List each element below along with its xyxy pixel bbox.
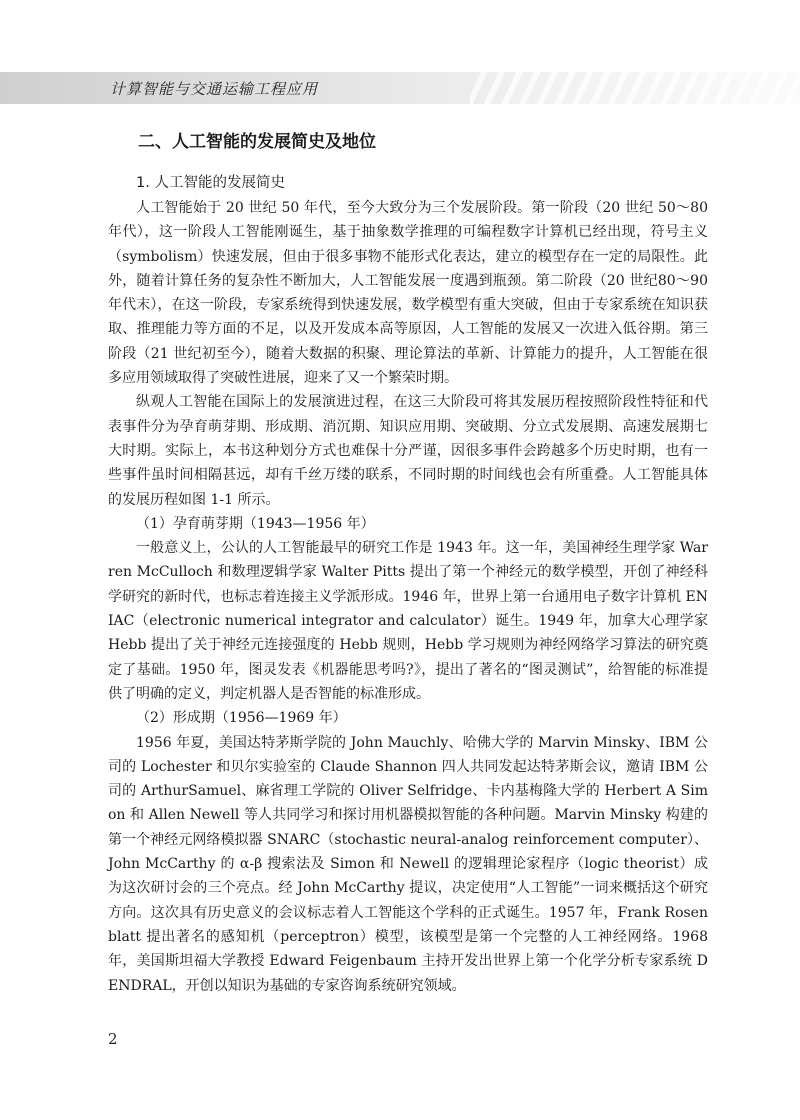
header-stripe-decoration [470, 72, 800, 104]
running-header-title: 计算智能与交通运输工程应用 [110, 80, 319, 98]
period-heading-gestation: （1）孕育萌芽期（1943—1956 年） [136, 515, 375, 532]
running-header [0, 72, 800, 104]
paragraph-gestation-period: 一般意义上，公认的人工智能最早的研究工作是 1943 年。这一年，美国神经生理学家 Warren McCulloch 和数理逻辑学家 Walter Pitts 提出了第一个神经元的数学模型，开创了神经科学研究的新时代，也标志着连接主义学派形成。1946 年，世界上第一台通用电子数字计算机 ENIAC（electronic numerical integrator and calculator）诞生。1949 年，加拿大心理学家 Hebb 提出了关于神经元连接强度的 Hebb 规则，Hebb 学习规则为神经网络学习算法的研究奠定了基础。1950 年，图灵发表《机器能思考吗?》，提出了著名的“图灵测试”，给智能的标准提供了明确的定义，判定机器人是否智能的标准形成。 [108, 540, 708, 702]
section-title: 二、人工智能的发展简史及地位 [138, 132, 376, 152]
subsection-title: 1. 人工智能的发展简史 [136, 175, 285, 191]
page-content [108, 126, 708, 998]
paragraph-formation-period: 1956 年夏，美国达特茅斯学院的 John Mauchly、哈佛大学的 Marvin Minsky、IBM 公司的 Lochester 和贝尔实验室的 Claude Shannon 四人共同发起达特茅斯会议，邀请 IBM 公司的 ArthurSamuel、麻省理工学院的 Oliver Selfridge、卡内基梅隆大学的 Herbert A Simon 和 Allen Newell 等人共同学习和探讨用机器模拟智能的各种问题。Marvin Minsky 构建的第一个神经元网络模拟器 SNARC（stochastic neural-analog reinforcement computer）、John McCarthy 的 α-β 搜索法及 Simon 和 Newell 的逻辑理论家程序（logic theorist）成为这次研讨会的三个亮点。经 John McCarthy 提议，决定使用“人工智能”一词来概括这个研究方向。这次具有历史意义的会议标志着人工智能这个学科的正式诞生。1957 年，Frank Rosenblatt 提出著名的感知机（perceptron）模型，该模型是第一个完整的人工神经网络。1968 年，美国斯坦福大学教授 Edward Feigenbaum 主持开发出世界上第一个化学分析专家系统 DENDRAL，开创以知识为基础的专家咨询系统研究领域。 [108, 734, 708, 994]
period-heading-formation: （2）形成期（1956—1969 年） [136, 710, 347, 727]
page-number: 2 [108, 1030, 118, 1048]
paragraph-development-stages: 人工智能始于 20 世纪 50 年代，至今大致分为三个发展阶段。第一阶段（20 世纪 50～80 年代），这一阶段人工智能刚诞生，基于抽象数学推理的可编程数字计算机已经出现，符号主义（symbolism）快速发展，但由于很多事物不能形式化表达，建立的模型存在一定的局限性。此外，随着计算任务的复杂性不断加大，人工智能发展一度遇到瓶颈。第二阶段（20 世纪80～90 年代末），在这一阶段，专家系统得到快速发展，数学模型有重大突破，但由于专家系统在知识获取、推理能力等方面的不足，以及开发成本高等原因，人工智能的发展又一次进入低谷期。第三阶段（21 世纪初至今），随着大数据的积聚、理论算法的革新、计算能力的提升，人工智能在很多应用领域取得了突破性进展，迎来了又一个繁荣时期。 [108, 200, 708, 387]
paragraph-seven-periods: 纵观人工智能在国际上的发展演进过程，在这三大阶段可将其发展历程按照阶段性特征和代表事件分为孕育萌芽期、形成期、消沉期、知识应用期、突破期、分立式发展期、高速发展期七大时期。实际上，本书这种划分方式也难保十分严谨，因很多事件会跨越多个历史时期，也有一些事件虽时间相隔甚远，却有千丝万缕的联系，不同时期的时间线也会有所重叠。人工智能具体的发展历程如图 1-1 所示。 [108, 394, 708, 508]
